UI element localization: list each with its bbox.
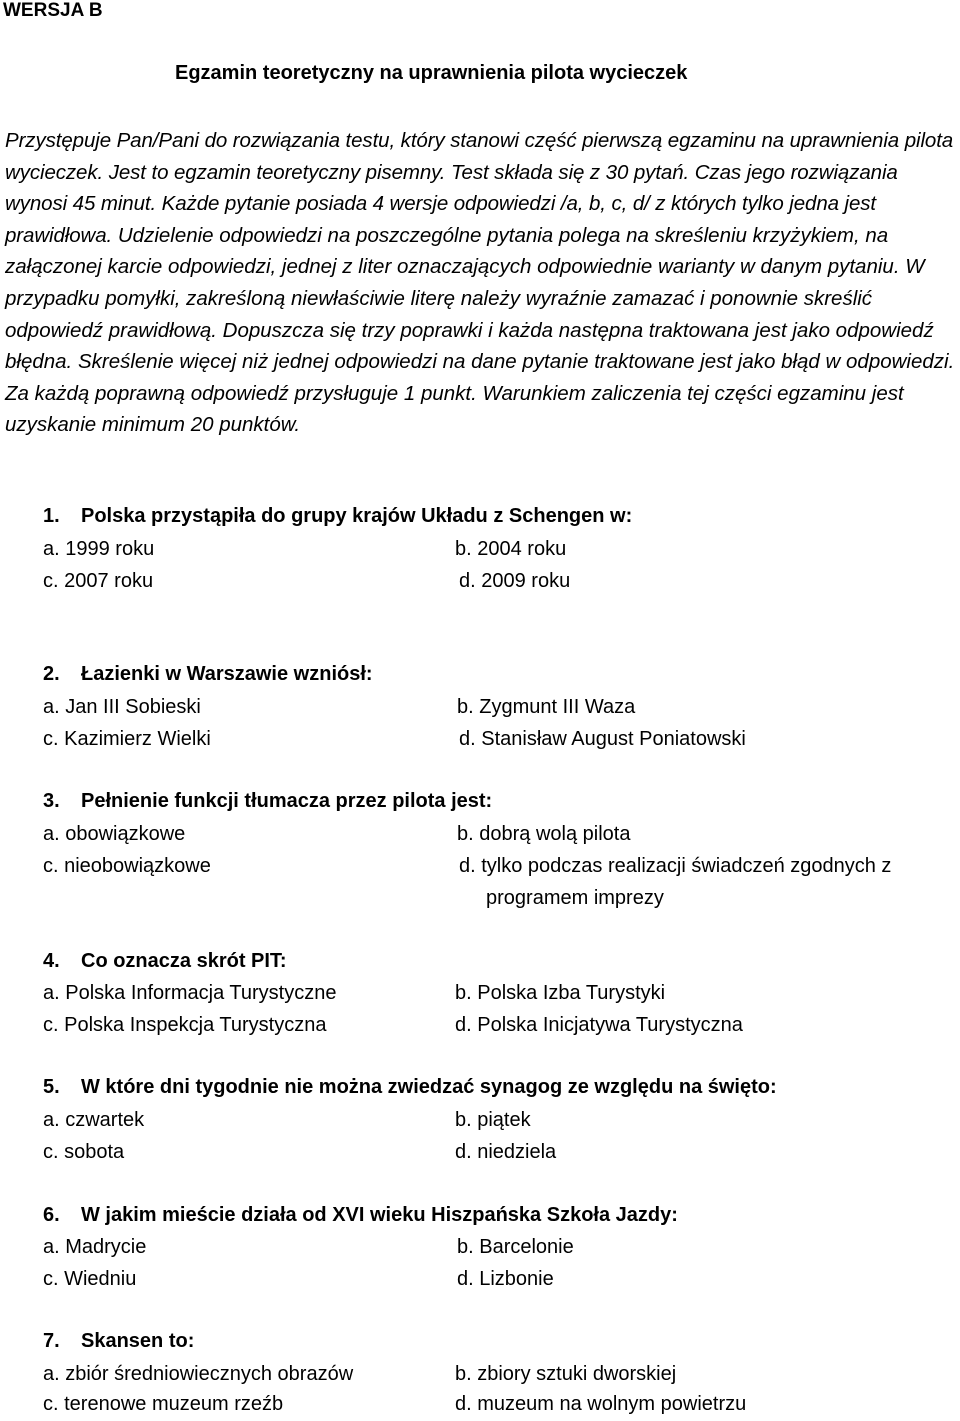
- question-7-option-a: a. zbiór średniowiecznych obrazów: [43, 1363, 354, 1385]
- question-2-heading: [43, 663, 373, 686]
- question-2-option-c: c. Kazimierz Wielki: [43, 728, 211, 750]
- question-4-option-d: d. Polska Inicjatywa Turystyczna: [455, 1014, 743, 1036]
- question-4-number: 4.: [43, 950, 60, 972]
- question-5-text: W które dni tygodnie nie można zwiedzać synagog ze względu na święto:: [81, 1076, 777, 1098]
- question-7-heading: [43, 1330, 194, 1353]
- question-5-option-c: c. sobota: [43, 1141, 125, 1163]
- question-7-text: Skansen to:: [81, 1330, 195, 1352]
- instructions-part-2: Udzielenie odpowiedzi na poszczególne pytania polega na skreśleniu krzyżykiem, na załączonej karcie odpowiedzi, jednej z liter oznaczających odpowiednie warianty w danym pytaniu. W przypadku pomyłki, zakreśloną niewłaściwie literę należy wyraźnie zamazać i ponownie skreślić odpowiedź prawidłową. Dopuszcza się trzy poprawki i każda następna traktowana jest jako odpowiedź błędna. Skreślenie więcej niż jednej odpowiedzi na dane pytanie traktowane jest jako błąd w odpowiedzi. Za każdą poprawną odpowiedź przysługuje 1 punkt. Warunkiem zaliczenia tej części egzaminu jest uzyskanie minimum 20 punktów.: [5, 223, 955, 437]
- question-5-heading: [43, 1076, 777, 1099]
- instructions-part-1: Przystępuje Pan/Pani do rozwiązania testu, który stanowi część pierwszą egzaminu na uprawnienia pilota wycieczek. Jest to egzamin teoretyczny pisemny. Test składa się z 30 pytań. Czas jego rozwiązania wynosi 45 minut. Każde pytanie posiada 4 wersje odpowiedzi /a, b, c, d/ z których tylko jedna jest prawidłowa.: [5, 129, 954, 247]
- question-3-option-d-continued: programem imprezy: [486, 887, 664, 909]
- question-7-option-d: d. muzeum na wolnym powietrzu: [455, 1393, 747, 1415]
- question-2-option-d: d. Stanisław August Poniatowski: [459, 728, 746, 750]
- question-1-option-d: d. 2009 roku: [459, 570, 571, 592]
- question-6-text: W jakim mieście działa od XVI wieku Hiszpańska Szkoła Jazdy:: [81, 1204, 678, 1226]
- question-2-option-a: a. Jan III Sobieski: [43, 696, 201, 718]
- instructions-paragraph: [5, 125, 960, 441]
- question-1-option-a: a. 1999 roku: [43, 538, 155, 560]
- version-label: WERSJA B: [3, 0, 103, 21]
- question-5-option-a: a. czwartek: [43, 1109, 145, 1131]
- question-4-option-b: b. Polska Izba Turystyki: [455, 982, 666, 1004]
- question-6-option-a: a. Madrycie: [43, 1236, 147, 1258]
- question-3-option-d: d. tylko podczas realizacji świadczeń zgodnych z: [459, 855, 892, 877]
- question-5-option-b: b. piątek: [455, 1109, 531, 1131]
- question-4-text: Co oznacza skrót PIT:: [81, 950, 287, 972]
- question-2-text: Łazienki w Warszawie wzniósł:: [81, 663, 373, 685]
- question-3-option-a: a. obowiązkowe: [43, 823, 186, 845]
- question-3-heading: [43, 790, 492, 813]
- question-7-option-c: c. terenowe muzeum rzeźb: [43, 1393, 284, 1415]
- question-4-heading: [43, 950, 287, 973]
- page-title: Egzamin teoretyczny na uprawnienia pilota wycieczek: [175, 62, 688, 84]
- question-1-option-c: c. 2007 roku: [43, 570, 154, 592]
- question-4-option-c: c. Polska Inspekcja Turystyczna: [43, 1014, 327, 1036]
- question-5-number: 5.: [43, 1076, 60, 1098]
- question-3-option-c: c. nieobowiązkowe: [43, 855, 211, 877]
- question-2-number: 2.: [43, 663, 60, 685]
- question-3-option-b: b. dobrą wolą pilota: [457, 823, 631, 845]
- question-3-text: Pełnienie funkcji tłumacza przez pilota jest:: [81, 790, 493, 812]
- question-6-option-b: b. Barcelonie: [457, 1236, 574, 1258]
- question-4-option-a: a. Polska Informacja Turystyczne: [43, 982, 337, 1004]
- question-6-heading: [43, 1204, 678, 1227]
- question-7-number: 7.: [43, 1330, 60, 1352]
- question-5-option-d: d. niedziela: [455, 1141, 557, 1163]
- question-3-number: 3.: [43, 790, 60, 812]
- question-1-number: 1.: [43, 505, 60, 527]
- question-6-number: 6.: [43, 1204, 60, 1226]
- question-1-heading: [43, 505, 632, 528]
- question-7-option-b: b. zbiory sztuki dworskiej: [455, 1363, 677, 1385]
- question-6-option-d: d. Lizbonie: [457, 1268, 554, 1290]
- question-6-option-c: c. Wiedniu: [43, 1268, 137, 1290]
- question-2-option-b: b. Zygmunt III Waza: [457, 696, 636, 718]
- question-1-option-b: b. 2004 roku: [455, 538, 567, 560]
- question-1-text: Polska przystąpiła do grupy krajów Układu z Schengen w:: [81, 505, 633, 527]
